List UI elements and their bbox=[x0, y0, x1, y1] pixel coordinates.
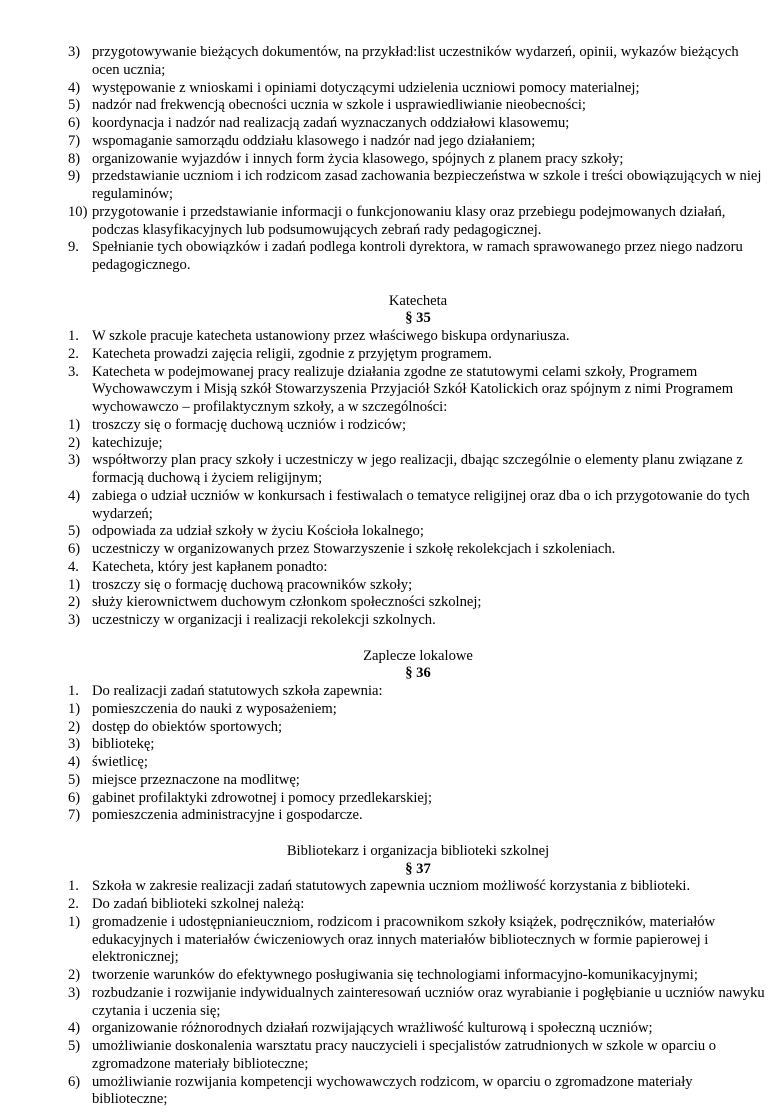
list-item bbox=[68, 896, 768, 914]
item-text: uczestniczy w organizowanych przez Stowarzyszenie i szkołę rekolekcjach i szkoleniach. bbox=[92, 541, 616, 557]
list-item bbox=[68, 559, 768, 577]
item-number: 6) bbox=[68, 1073, 81, 1090]
list-item bbox=[68, 807, 768, 825]
item-number: 5) bbox=[68, 97, 81, 114]
item-text: świetlicę; bbox=[92, 754, 148, 770]
item-text: umożliwianie rozwijania kompetencji wychowawczych rodzicom, w oparciu o zgromadzone materiały biblioteczne; bbox=[92, 1073, 693, 1108]
paragraph-number: § 37 bbox=[405, 860, 431, 877]
item-text: przygotowywanie bieżących dokumentów, na przykład:list uczestników wydarzeń, opinii, wykazów bieżących ocen ucznia; bbox=[92, 44, 739, 78]
item-number: 2. bbox=[68, 345, 79, 362]
item-text: gromadzenie i udostępnianieuczniom, rodzicom i pracownikom szkoły książek, podręczników, materiałów edukacyjnych i materiałów ćwiczeniowych oraz innych materiałów bibliotecznych w formie papierowej i elektronicznej; bbox=[92, 913, 716, 966]
list-item bbox=[68, 736, 768, 754]
item-text: Katecheta prowadzi zajęcia religii, zgodnie z przyjętym programem. bbox=[92, 345, 492, 362]
list-item bbox=[68, 452, 768, 488]
item-text: pomieszczenia administracyjne i gospodarcze. bbox=[92, 807, 363, 824]
list-item bbox=[68, 346, 768, 364]
paragraph-number: § 35 bbox=[405, 310, 431, 327]
list-item bbox=[68, 541, 768, 559]
item-number: 4. bbox=[68, 558, 79, 575]
section-zaplecze-lokalowe bbox=[68, 648, 768, 826]
item-number: 5) bbox=[68, 523, 81, 540]
item-number: 2. bbox=[68, 896, 79, 912]
section-bibliotekarz bbox=[68, 843, 768, 1109]
item-text: rozbudzanie i rozwijanie indywidualnych zainteresowań uczniów oraz wyrabianie i pogłębianie u uczniów nawyku czytania i uczenia się; bbox=[92, 984, 765, 1019]
item-text: przedstawianie uczniom i ich rodzicom zasad zachowania bezpieczeństwa w szkole i treści obowiązujących w niej regulaminów; bbox=[92, 168, 762, 202]
list-item bbox=[68, 985, 768, 1021]
document-page bbox=[68, 44, 768, 1109]
list-item bbox=[68, 44, 768, 80]
section-katecheta bbox=[68, 293, 768, 630]
list-item bbox=[68, 612, 768, 630]
list-item bbox=[68, 878, 768, 896]
list-item bbox=[68, 97, 768, 115]
item-number: 1. bbox=[68, 683, 79, 699]
item-text: przygotowanie i przedstawianie informacji o funkcjonowaniu klasy oraz przebiegu podejmowanych działań, podczas klasyfikacyjnych lub podsumowujących zebrań rady pedagogicznej. bbox=[92, 203, 726, 238]
list-item bbox=[68, 417, 768, 435]
item-number: 1) bbox=[68, 416, 81, 433]
list-item bbox=[68, 1074, 768, 1110]
item-number: 3) bbox=[68, 452, 81, 469]
item-number: 9) bbox=[68, 168, 81, 185]
item-text: nadzór nad frekwencją obecności ucznia w szkole i usprawiedliwianie nieobecności; bbox=[92, 97, 586, 114]
item-number: 1) bbox=[68, 576, 81, 593]
list-item bbox=[68, 719, 768, 737]
item-number: 1) bbox=[68, 700, 81, 717]
item-text: współtworzy plan pracy szkoły i uczestniczy w jego realizacji, dbając szczególnie o elementy planu związane z formacją duchową i życiem religijnym; bbox=[92, 452, 743, 486]
item-number: 1) bbox=[68, 913, 81, 930]
item-number: 3) bbox=[68, 736, 81, 753]
item-text: występowanie z wnioskami i opiniami dotyczącymi udzielenia uczniowi pomocy materialnej; bbox=[92, 79, 640, 96]
item-text: gabinet profilaktyki zdrowotnej i pomocy przedlekarskiej; bbox=[92, 789, 433, 806]
list-item bbox=[68, 364, 768, 417]
item-text: uczestniczy w organizacji i realizacji rekolekcji szkolnych. bbox=[92, 612, 436, 628]
list-item bbox=[68, 577, 768, 595]
item-text: Katecheta w podejmowanej pracy realizuje działania zgodne ze statutowymi celami szkoły, Programem Wychowawczym i Misją szkół Stowarzyszenia Przyjaciół Szkół Katolickich oraz spójnym z nimi Programem wychowawczo – profilaktycznym szkoły, a w szczególności: bbox=[92, 363, 734, 415]
list-item bbox=[68, 115, 768, 133]
section-title: Bibliotekarz i organizacja biblioteki szkolnej bbox=[286, 842, 550, 859]
item-text: bibliotekę; bbox=[92, 736, 155, 753]
item-number: 7) bbox=[68, 807, 81, 824]
item-text: katechizuje; bbox=[92, 434, 163, 451]
item-number: 9. bbox=[68, 239, 79, 256]
item-text: pomieszczenia do nauki z wyposażeniem; bbox=[92, 700, 337, 717]
list-item bbox=[68, 80, 768, 98]
item-number: 7) bbox=[68, 132, 81, 149]
item-number: 4) bbox=[68, 487, 81, 504]
item-number: 4) bbox=[68, 754, 81, 770]
item-text: troszczy się o formację duchową pracowników szkoły; bbox=[92, 576, 413, 593]
item-number: 6) bbox=[68, 115, 81, 131]
item-number: 2) bbox=[68, 594, 81, 611]
list-item bbox=[68, 772, 768, 790]
item-number: 4) bbox=[68, 79, 81, 96]
item-text: organizowanie wyjazdów i innych form życia klasowego, spójnych z planem pracy szkoły; bbox=[92, 150, 624, 167]
item-text: organizowanie różnorodnych działań rozwijających wrażliwość kulturową i społeczną uczniów; bbox=[92, 1020, 653, 1037]
item-text: Katecheta, który jest kapłanem ponadto: bbox=[92, 558, 328, 575]
item-number: 1. bbox=[68, 328, 79, 344]
item-text: odpowiada za udział szkoły w życiu Kościoła lokalnego; bbox=[92, 523, 424, 540]
item-text: zabiega o udział uczniów w konkursach i festiwalach o tematyce religijnej oraz dba o ich przygotowanie do tych wydarzeń; bbox=[92, 487, 750, 522]
item-number: 3. bbox=[68, 363, 79, 380]
item-text: miejsce przeznaczone na modlitwę; bbox=[92, 771, 300, 788]
list-item bbox=[68, 754, 768, 772]
list-item bbox=[68, 701, 768, 719]
list-item bbox=[68, 435, 768, 453]
item-number: 5) bbox=[68, 771, 81, 788]
list-item bbox=[68, 1038, 768, 1074]
item-text: tworzenie warunków do efektywnego posługiwania się technologiami informacyjno-komunikacyjnymi; bbox=[92, 967, 698, 983]
item-number: 2) bbox=[68, 434, 81, 451]
item-number: 3) bbox=[68, 612, 81, 628]
item-text: Spełnianie tych obowiązków i zadań podlega kontroli dyrektora, w ramach sprawowanego przez niego nadzoru pedagogicznego. bbox=[92, 239, 743, 273]
item-text: umożliwianie doskonalenia warsztatu pracy nauczycieli i specjalistów zatrudnionych w szkole w oparciu o zgromadzone materiały biblioteczne; bbox=[92, 1038, 717, 1072]
list-item bbox=[68, 133, 768, 151]
list-item bbox=[68, 204, 768, 240]
list-item bbox=[68, 967, 768, 985]
item-number: 1. bbox=[68, 878, 79, 895]
item-text: Szkoła w zakresie realizacji zadań statutowych zapewnia uczniom możliwość korzystania z biblioteki. bbox=[92, 878, 691, 895]
item-text: wspomaganie samorządu oddziału klasowego i nadzór nad jego działaniem; bbox=[92, 132, 536, 149]
list-item bbox=[68, 328, 768, 346]
item-number: 2) bbox=[68, 718, 81, 735]
item-number: 4) bbox=[68, 1020, 81, 1037]
list-item bbox=[68, 168, 768, 204]
item-text: W szkole pracuje katecheta ustanowiony przez właściwego biskupa ordynariusza. bbox=[92, 328, 570, 344]
item-number: 6) bbox=[68, 789, 81, 806]
item-text: koordynacja i nadzór nad realizacją zadań wyznaczanych oddziałowi klasowemu; bbox=[92, 115, 570, 131]
item-text: Do zadań biblioteki szkolnej należą: bbox=[92, 896, 305, 912]
list-item bbox=[68, 523, 768, 541]
item-number: 3) bbox=[68, 44, 81, 60]
item-number: 6) bbox=[68, 541, 81, 557]
item-text: Do realizacji zadań statutowych szkoła zapewnia: bbox=[92, 683, 383, 699]
list-item bbox=[68, 151, 768, 169]
item-number: 3) bbox=[68, 984, 81, 1001]
list-item bbox=[68, 1020, 768, 1038]
list-item bbox=[68, 594, 768, 612]
item-number: 2) bbox=[68, 967, 81, 983]
list-item bbox=[68, 488, 768, 524]
item-text: troszczy się o formację duchową uczniów i rodziców; bbox=[92, 416, 407, 433]
intro-list bbox=[68, 44, 768, 275]
item-text: służy kierownictwem duchowym członkom społeczności szkolnej; bbox=[92, 594, 482, 611]
item-text: dostęp do obiektów sportowych; bbox=[92, 718, 283, 735]
item-number: 10) bbox=[68, 203, 88, 220]
item-number: 5) bbox=[68, 1038, 81, 1054]
section-title: Katecheta bbox=[388, 292, 448, 309]
list-item bbox=[68, 683, 768, 701]
paragraph-number: § 36 bbox=[405, 665, 431, 682]
list-item bbox=[68, 239, 768, 275]
section-title: Zaplecze lokalowe bbox=[363, 647, 473, 664]
item-number: 8) bbox=[68, 150, 81, 167]
list-item bbox=[68, 914, 768, 967]
list-item bbox=[68, 790, 768, 808]
